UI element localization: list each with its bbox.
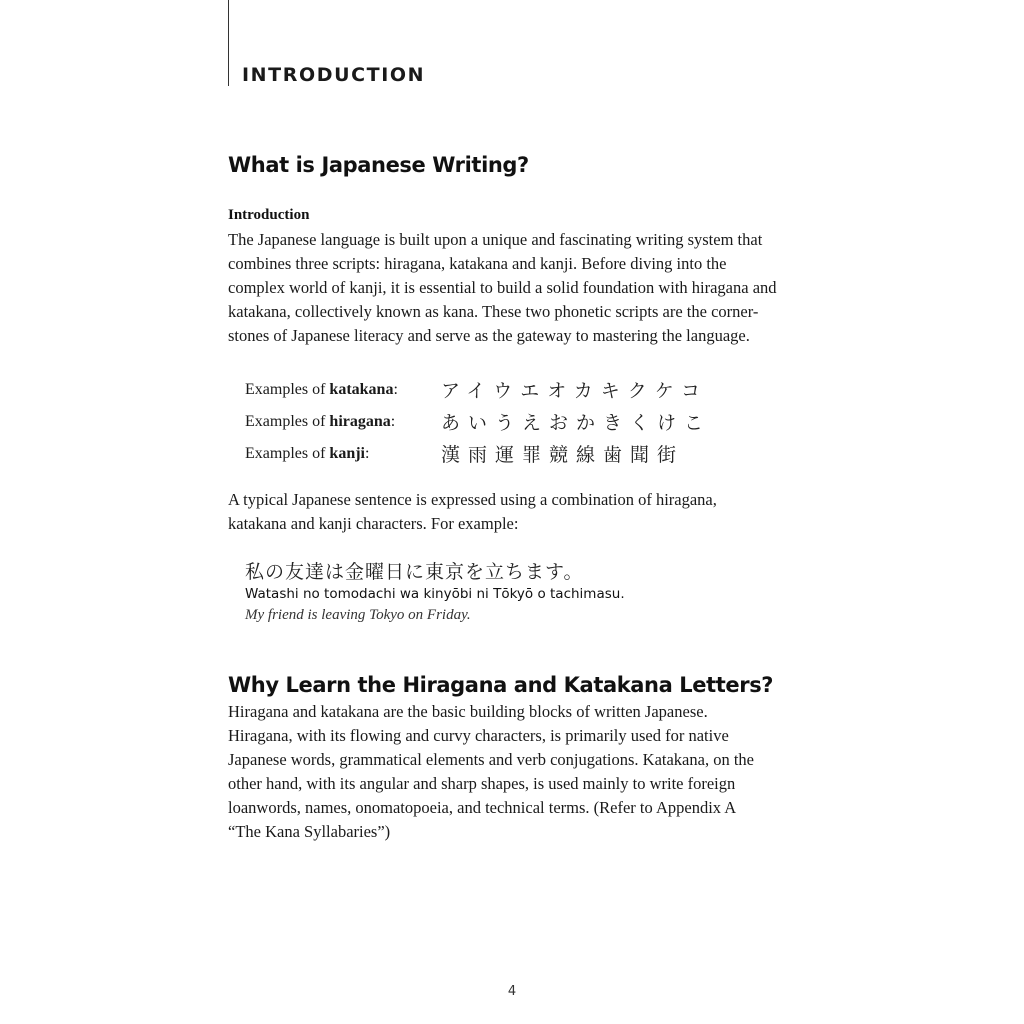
chapter-title: INTRODUCTION [242,64,426,86]
paragraph-line: katakana, collectively known as kana. These two phonetic scripts are the corner- [228,302,759,321]
example-row-kanji [245,440,765,472]
paragraph-line: other hand, with its angular and sharp shapes, is used mainly to write foreign [228,774,736,793]
paragraph-line: Japanese words, grammatical elements and verb conjugations. Katakana, on the [228,750,754,769]
paragraph-line: A typical Japanese sentence is expressed using a combination of hiragana, [228,490,717,509]
example-label: Examples of katakana: [245,381,398,398]
sample-japanese: 私の友達は金曜日に東京を立ちます。 [245,561,584,583]
example-label: Examples of kanji: [245,445,370,462]
section-heading-why-learn-kana: Why Learn the Hiragana and Katakana Letters? [228,673,774,697]
script-examples [245,376,765,472]
margin-rule [228,0,229,86]
intro-paragraph [228,228,808,348]
sample-sentence [245,560,625,624]
paragraph-line: Hiragana and katakana are the basic building blocks of written Japanese. [228,702,708,721]
paragraph-line: katakana and kanji characters. For example: [228,514,519,533]
sample-translation: My friend is leaving Tokyo on Friday. [245,607,471,623]
paragraph-line: loanwords, names, onomatopoeia, and technical terms. (Refer to Appendix A [228,798,737,817]
example-label: Examples of hiragana: [245,413,396,430]
example-characters: あいうえおかきくけこ [441,412,712,434]
why-learn-paragraph [228,700,808,844]
page-number: 4 [507,984,517,999]
sample-romaji: Watashi no tomodachi wa kinyōbi ni Tōkyō o tachimasu. [245,586,625,602]
example-row-hiragana [245,408,765,440]
example-row-katakana [245,376,765,408]
subheading-introduction: Introduction [228,207,310,223]
paragraph-line: Hiragana, with its flowing and curvy characters, is primarily used for native [228,726,729,745]
paragraph-line: “The Kana Syllabaries”) [228,822,391,841]
paragraph-line: The Japanese language is built upon a unique and fascinating writing system that [228,230,763,249]
example-characters: 漢雨運罪競線歯聞街 [441,444,685,466]
section-heading-japanese-writing: What is Japanese Writing? [228,153,529,177]
example-characters: アイウエオカキクケコ [441,380,708,402]
paragraph-line: stones of Japanese literacy and serve as the gateway to mastering the language. [228,326,750,345]
paragraph-line: complex world of kanji, it is essential to build a solid foundation with hiragana and [228,278,777,297]
paragraph-line: combines three scripts: hiragana, katakana and kanji. Before diving into the [228,254,727,273]
typical-sentence-paragraph [228,488,808,536]
